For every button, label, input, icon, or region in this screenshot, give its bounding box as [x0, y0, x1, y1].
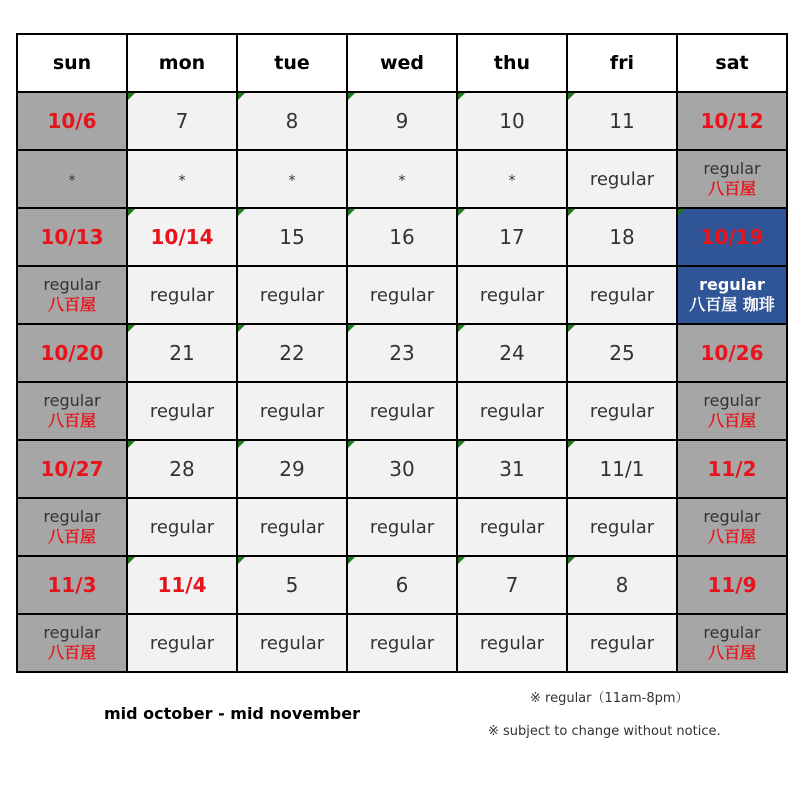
date-cell: [237, 208, 347, 266]
schedule-type: regular: [703, 507, 761, 526]
schedule-type: regular: [589, 516, 655, 538]
schedule-type: regular: [479, 400, 545, 422]
schedule-cell: [17, 614, 127, 672]
date-text: 23: [389, 341, 415, 365]
date-text: 30: [389, 457, 415, 481]
weekday-header-fri: fri: [567, 34, 677, 92]
date-text: 11/4: [157, 573, 207, 597]
date-row: [17, 208, 787, 266]
date-text: 10/19: [700, 225, 764, 249]
schedule-cell: [127, 150, 237, 208]
comment-marker-icon: [128, 325, 135, 332]
date-text: 16: [389, 225, 415, 249]
date-cell: [457, 556, 567, 614]
date-cell: [677, 92, 787, 150]
comment-marker-icon: [568, 441, 575, 448]
date-cell: [127, 92, 237, 150]
schedule-cell: [17, 266, 127, 324]
schedule-row: [17, 614, 787, 672]
schedule-type: regular: [43, 275, 101, 294]
schedule-type: regular: [703, 391, 761, 410]
comment-marker-icon: [128, 557, 135, 564]
date-cell: [677, 208, 787, 266]
schedule-type: regular: [149, 632, 215, 654]
schedule-cell: [457, 498, 567, 556]
schedule-cell: [17, 382, 127, 440]
date-text: 6: [395, 573, 409, 597]
schedule-cell: [237, 150, 347, 208]
comment-marker-icon: [348, 209, 355, 216]
date-text: 11: [609, 109, 635, 133]
date-cell: [567, 92, 677, 150]
date-cell: [347, 440, 457, 498]
comment-marker-icon: [348, 93, 355, 100]
date-cell: [457, 440, 567, 498]
date-text: 10/12: [700, 109, 764, 133]
schedule-type: regular: [703, 159, 761, 178]
schedule-extra: 八百屋: [707, 643, 756, 662]
date-cell: [567, 440, 677, 498]
schedule-cell: [677, 382, 787, 440]
date-text: 11/2: [707, 457, 757, 481]
date-cell: [457, 324, 567, 382]
schedule-type: regular: [369, 400, 435, 422]
schedule-cell: [567, 382, 677, 440]
schedule-calendar: [16, 33, 788, 673]
date-text: 24: [499, 341, 525, 365]
date-text: 10/27: [40, 457, 104, 481]
date-text: 28: [169, 457, 195, 481]
schedule-type: regular: [699, 275, 765, 294]
schedule-cell: [567, 614, 677, 672]
schedule-type: regular: [479, 516, 545, 538]
schedule-cell: [567, 150, 677, 208]
schedule-type: regular: [589, 284, 655, 306]
schedule-cell: [347, 266, 457, 324]
schedule-cell: [347, 614, 457, 672]
date-cell: [677, 324, 787, 382]
closed-marker: *: [178, 172, 186, 189]
schedule-cell: [237, 614, 347, 672]
date-text: 25: [609, 341, 635, 365]
date-cell: [677, 440, 787, 498]
date-cell: [17, 556, 127, 614]
schedule-type: regular: [149, 516, 215, 538]
comment-marker-icon: [678, 209, 685, 216]
comment-marker-icon: [128, 209, 135, 216]
date-cell: [127, 440, 237, 498]
comment-marker-icon: [458, 93, 465, 100]
schedule-cell: [237, 382, 347, 440]
date-cell: [127, 324, 237, 382]
schedule-cell: [677, 150, 787, 208]
date-text: 10/13: [40, 225, 104, 249]
comment-marker-icon: [128, 441, 135, 448]
date-text: 10: [499, 109, 525, 133]
date-text: 10/20: [40, 341, 104, 365]
date-cell: [17, 92, 127, 150]
comment-marker-icon: [348, 325, 355, 332]
schedule-cell: [237, 498, 347, 556]
schedule-type: regular: [589, 168, 655, 190]
schedule-row: [17, 266, 787, 324]
closed-marker: *: [288, 172, 296, 189]
weekday-header-sat: sat: [677, 34, 787, 92]
comment-marker-icon: [348, 557, 355, 564]
comment-marker-icon: [238, 557, 245, 564]
comment-marker-icon: [458, 209, 465, 216]
schedule-type: regular: [259, 284, 325, 306]
schedule-type: regular: [259, 516, 325, 538]
date-cell: [127, 208, 237, 266]
date-cell: [17, 440, 127, 498]
closed-marker: *: [508, 172, 516, 189]
weekday-header-tue: tue: [237, 34, 347, 92]
schedule-extra: 八百屋: [47, 527, 96, 546]
date-cell: [347, 208, 457, 266]
date-cell: [347, 92, 457, 150]
date-text: 29: [279, 457, 305, 481]
schedule-type: regular: [369, 516, 435, 538]
weekday-header-wed: wed: [347, 34, 457, 92]
schedule-cell: [347, 150, 457, 208]
date-text: 17: [499, 225, 525, 249]
schedule-cell: [17, 150, 127, 208]
period-label: mid october - mid november: [104, 704, 360, 723]
comment-marker-icon: [568, 557, 575, 564]
schedule-cell: [127, 382, 237, 440]
comment-marker-icon: [568, 93, 575, 100]
weekday-header-mon: mon: [127, 34, 237, 92]
comment-marker-icon: [238, 325, 245, 332]
date-cell: [567, 556, 677, 614]
date-cell: [237, 556, 347, 614]
schedule-cell: [567, 266, 677, 324]
closed-marker: *: [68, 172, 76, 189]
date-text: 9: [395, 109, 409, 133]
date-text: 5: [285, 573, 299, 597]
date-cell: [347, 324, 457, 382]
date-cell: [17, 324, 127, 382]
schedule-type: regular: [369, 284, 435, 306]
date-row: [17, 440, 787, 498]
comment-marker-icon: [568, 209, 575, 216]
comment-marker-icon: [458, 325, 465, 332]
date-text: 31: [499, 457, 525, 481]
comment-marker-icon: [238, 441, 245, 448]
schedule-type: regular: [479, 632, 545, 654]
closed-marker: *: [398, 172, 406, 189]
date-cell: [677, 556, 787, 614]
date-cell: [127, 556, 237, 614]
date-cell: [237, 92, 347, 150]
schedule-cell: [677, 614, 787, 672]
comment-marker-icon: [238, 93, 245, 100]
date-text: 18: [609, 225, 635, 249]
date-text: 10/26: [700, 341, 764, 365]
comment-marker-icon: [568, 325, 575, 332]
change-notice: ※ subject to change without notice.: [488, 724, 721, 739]
schedule-extra: 八百屋: [707, 411, 756, 430]
date-row: [17, 556, 787, 614]
regular-hours-note: ※ regular（11am-8pm）: [530, 691, 689, 706]
schedule-extra: 八百屋: [47, 643, 96, 662]
weekday-header-thu: thu: [457, 34, 567, 92]
comment-marker-icon: [238, 209, 245, 216]
schedule-extra: 八百屋: [707, 179, 756, 198]
schedule-type: regular: [43, 391, 101, 410]
schedule-type: regular: [703, 623, 761, 642]
date-text: 7: [505, 573, 519, 597]
schedule-row: [17, 150, 787, 208]
comment-marker-icon: [458, 557, 465, 564]
date-cell: [457, 208, 567, 266]
schedule-type: regular: [589, 632, 655, 654]
schedule-type: regular: [589, 400, 655, 422]
weekday-header-row: [17, 34, 787, 92]
date-text: 11/1: [599, 457, 645, 481]
date-cell: [237, 324, 347, 382]
schedule-cell: [347, 382, 457, 440]
schedule-type: regular: [149, 284, 215, 306]
schedule-cell: [127, 614, 237, 672]
schedule-row: [17, 498, 787, 556]
schedule-cell: [457, 266, 567, 324]
date-text: 8: [615, 573, 629, 597]
schedule-cell: [237, 266, 347, 324]
date-cell: [567, 324, 677, 382]
weekday-header-sun: sun: [17, 34, 127, 92]
schedule-cell: [677, 498, 787, 556]
schedule-extra: 八百屋: [47, 295, 96, 314]
schedule-cell: [457, 614, 567, 672]
date-row: [17, 92, 787, 150]
date-text: 11/9: [707, 573, 757, 597]
schedule-cell: [567, 498, 677, 556]
schedule-type: regular: [479, 284, 545, 306]
date-row: [17, 324, 787, 382]
schedule-row: [17, 382, 787, 440]
date-text: 15: [279, 225, 305, 249]
schedule-type: regular: [259, 400, 325, 422]
schedule-cell: [677, 266, 787, 324]
schedule-extra: 八百屋: [47, 411, 96, 430]
schedule-cell: [347, 498, 457, 556]
date-cell: [17, 208, 127, 266]
date-text: 10/14: [150, 225, 214, 249]
comment-marker-icon: [458, 441, 465, 448]
date-text: 10/6: [47, 109, 97, 133]
schedule-extra: 八百屋 珈琲: [689, 295, 775, 314]
date-cell: [567, 208, 677, 266]
date-cell: [237, 440, 347, 498]
date-text: 7: [175, 109, 189, 133]
date-text: 8: [285, 109, 299, 133]
date-text: 11/3: [47, 573, 97, 597]
schedule-cell: [457, 150, 567, 208]
schedule-type: regular: [43, 507, 101, 526]
date-cell: [347, 556, 457, 614]
schedule-type: regular: [43, 623, 101, 642]
comment-marker-icon: [348, 441, 355, 448]
schedule-type: regular: [149, 400, 215, 422]
schedule-cell: [127, 266, 237, 324]
schedule-type: regular: [259, 632, 325, 654]
date-cell: [457, 92, 567, 150]
date-text: 22: [279, 341, 305, 365]
comment-marker-icon: [128, 93, 135, 100]
schedule-cell: [457, 382, 567, 440]
schedule-cell: [17, 498, 127, 556]
schedule-extra: 八百屋: [707, 527, 756, 546]
schedule-type: regular: [369, 632, 435, 654]
date-text: 21: [169, 341, 195, 365]
schedule-cell: [127, 498, 237, 556]
